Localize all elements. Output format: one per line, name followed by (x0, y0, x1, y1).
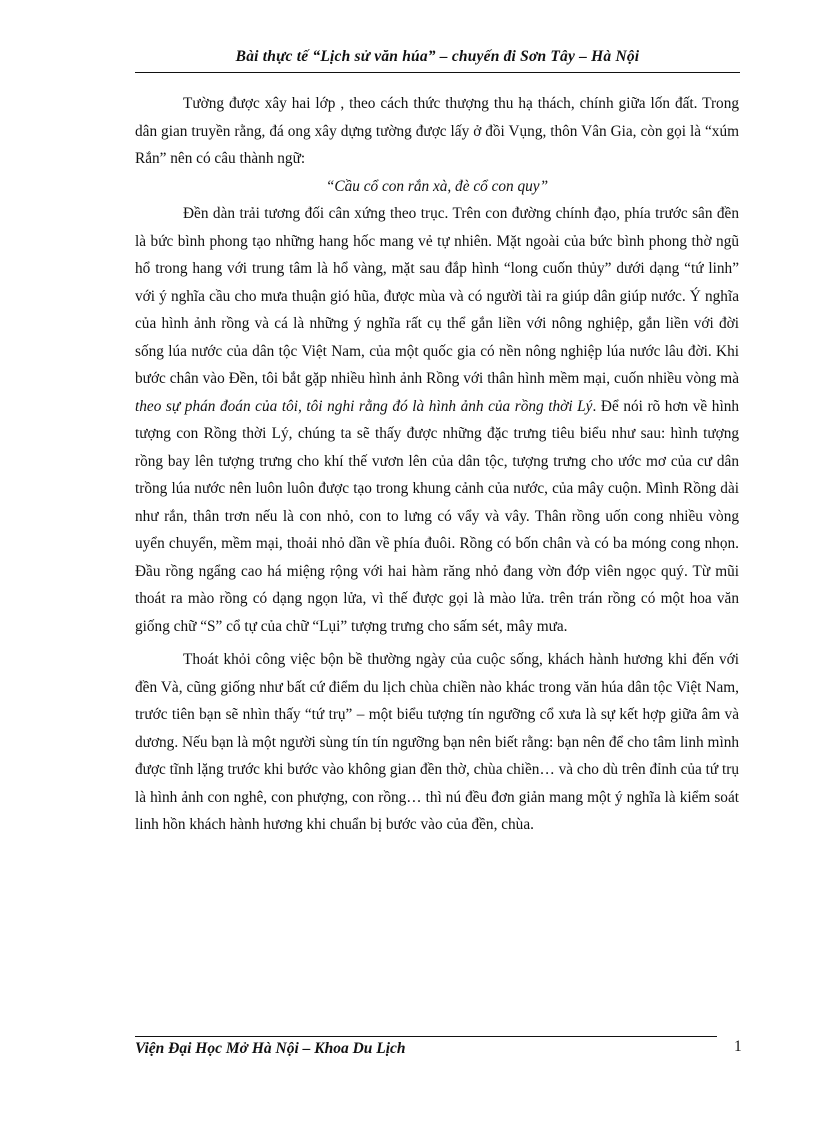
proverb-quote: “Cầu cổ con rắn xà, đè cổ con quy” (325, 177, 549, 195)
paragraph-2-part-a: Đền dàn trải tương đối cân xứng theo trục. Trên con đường chính đạo, phía trước sân đền là bức bình phong tạo những hang hốc mang vẻ tự nhiên. Mặt ngoài của bức bình phong thờ ngũ hổ trong hang với trung tâm là hổ vàng, mặt sau đắp hình “long cuốn thủy” dưới dạng “tứ linh” với ý nghĩa cầu cho mưa thuận gió hũa, được mùa và có người tài ra giúp dân giúp nước. Ý nghĩa của hình ảnh rồng và cá là những ý nghĩa rất cụ thể gắn liền với nông nghiệp, gắn liền với đời sống lúa nước của dân tộc Việt Nam, của một quốc gia có nền nông nghiệp lúa nước lâu đời. Khi bước chân vào Đền, tôi bắt gặp nhiều hình ảnh Rồng với thân hình mềm mại, cuốn nhiều vòng mà (135, 205, 739, 387)
paragraph-3: Thoát khỏi công việc bộn bề thường ngày của cuộc sống, khách hành hương khi đến với đền Và, cũng giống như bất cứ điểm du lịch chùa chiền nào khác trong văn húa dân tộc Việt Nam, trước tiên bạn sẽ nhìn thấy “tứ trụ” – một biểu tượng tín ngưỡng cổ xưa là sự kết hợp giữa âm và dương. Nếu bạn là một người sùng tín tín ngưỡng bạn nên biết rằng: bạn nên để cho tâm linh mình được tĩnh lặng trước khi bước vào không gian đền thờ, chùa chiền… và cho dù trên đỉnh của tứ trụ là hình ảnh con nghê, con phượng, con rồng… thì nú đều đơn giản mang một ý nghĩa là kiểm soát linh hồn khách hành hương khi chuẩn bị bước vào của đền, chùa. (135, 651, 739, 833)
paragraph-2 (135, 200, 739, 640)
footer-divider (135, 1036, 717, 1037)
page-number: 1 (734, 1038, 742, 1055)
paragraph-1: Tường được xây hai lớp , theo cách thức thượng thu hạ thách, chính giữa lốn đất. Trong dân gian truyền rằng, đá ong xây dựng tường được lấy ở đồi Vụng, thôn Vân Gia, còn gọi là “xúm Rắn” nên có câu thành ngữ: (135, 95, 739, 167)
paragraph-2-part-b: . Để nói rõ hơn về hình tượng con Rồng thời Lý, chúng ta sẽ thấy được những đặc trưng tiêu biểu như sau: hình tượng rồng bay lên tượng trưng cho khí thế vươn lên của dân tộc, tượng trưng cho ước mơ của cư dân trồng lúa nước nên luôn luôn được tạo trong khung cảnh của nước, của mây cuộn. Mình Rồng dài như rắn, thân trơn nếu là con nhỏ, con to lưng có vẩy và vây. Thân rồng uốn cong nhiều vòng uyển chuyển, mềm mại, thoải nhỏ dần về phía đuôi. Rồng có bốn chân và có ba móng cong nhọn. Đầu rồng ngẩng cao há miệng rộng với hai hàm răng nhỏ đang vờn đớp viên ngọc quý. Từ mũi thoát ra mào rồng có dạng ngọn lửa, vì thế được gọi là mào lửa. trên trán rồng có một hoa văn giống chữ “S” cổ tự của chữ “Lụi” tượng trưng cho sấm sét, mây mưa. (135, 397, 739, 635)
paragraph-2-italic: theo sự phán đoán của tôi, tôi nghi rằng đó là hình ảnh của rồng thời Lý (135, 397, 593, 415)
page-header-title: Bài thực tế “Lịch sử văn húa” – chuyến đi Sơn Tây – Hà Nội (235, 48, 640, 65)
footer-institution: Viện Đại Học Mở Hà Nội – Khoa Du Lịch (135, 1040, 406, 1057)
header-divider (135, 72, 740, 73)
document-body (135, 90, 739, 839)
